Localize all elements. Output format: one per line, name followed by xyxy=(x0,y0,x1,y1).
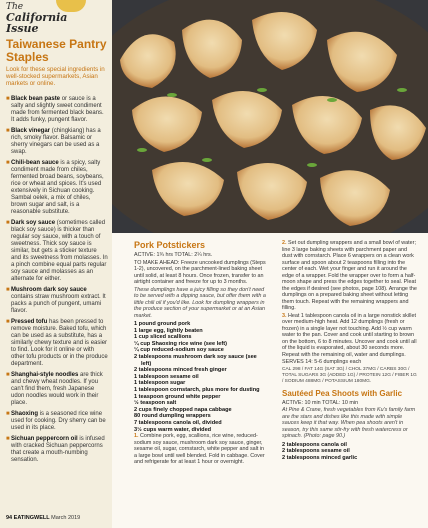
bullet-icon: ■ xyxy=(6,128,10,134)
pantry-item-desc: (chingkiang) has a rich, smoky flavor. Balsamic or sherry vinegars can be used as a swap. xyxy=(11,128,101,155)
ingredient-item: 80 round dumpling wrappers xyxy=(134,413,211,420)
pantry-item-desc: is a seasoned rice wine used for cooking. Dry sherry can be used in its place. xyxy=(11,411,106,431)
bullet-icon: ■ xyxy=(6,372,10,378)
recipe2-active: ACTIVE: 10 min TOTAL: 10 min xyxy=(282,399,359,406)
brand-name-line2: Issue xyxy=(6,22,39,35)
page-number: 94 xyxy=(6,515,13,521)
recipe-step xyxy=(282,240,418,312)
ingredient-item: 2 tablespoons minced fresh ginger xyxy=(134,367,227,374)
pantry-item-name: Black vinegar xyxy=(11,128,51,134)
pantry-item-desc: is infused with cracked Sichuan peppercorns that create a mouth-numbing sensation. xyxy=(11,436,105,463)
pantry-item-desc: (sometimes called black soy sauce) is thicker than regular soy sauce, with a touch of sweetness. Thick soy sauce is similar, but gets a sticker texture and its sweetness from molasses. In a pinch combine equal parts regular soy sauce and molasses as an alternate for either. xyxy=(11,220,108,282)
sidebar xyxy=(0,0,112,528)
step-text: Set out dumpling wrappers and a small bowl of water; line 3 large baking sheets with parchment paper and dust with cornstarch. Place 6 wrappers on a clean work surface and spoon about 2 teaspoons filling into the center of each. Wet your finger and run it around the edge of a wrapper. Fold the wrapper over to form a half-moon shape and press the edges together to seal. Pleat the edges if desired (see photos, page 108). Arrange the dumplings on a prepared baking sheet without letting them touch. Repeat with the remaining wrappers and filling. xyxy=(282,240,417,311)
pantry-item-name: Pressed tofu xyxy=(11,319,48,325)
pantry-item xyxy=(6,287,108,315)
issue-date: March 2019 xyxy=(51,515,81,521)
page-footer xyxy=(6,515,80,521)
bullet-icon: ■ xyxy=(6,96,10,102)
recipe-column-2 xyxy=(282,240,418,461)
ingredient-item: ½ teaspoon salt xyxy=(134,400,177,407)
ingredient-item: 2 tablespoons canola oil xyxy=(282,441,347,448)
pantry-item-desc: is a spicy, salty condiment made from chiles, fermented broad beans, soybeans, rice or wheat and spices. It's used extensively in Sichuan cooking. Sambal oelek, a mix of chiles, brown sugar and salt, is a reasonable substitute. xyxy=(11,160,104,215)
ingredient-item: 1 tablespoon cornstarch, plus more for dusting xyxy=(134,386,260,393)
ingredient-item: ¼ cup reduced-sodium soy sauce xyxy=(134,347,224,354)
bullet-icon: ■ xyxy=(6,287,10,293)
pantry-item xyxy=(6,220,108,283)
ingredient-item: 1 pound ground pork xyxy=(134,321,191,327)
pantry-item-desc: has been pressed to remove moisture. Baked tofu, which can be used as a substitute, has a similarly chewy texture and is easier to find. Look for it online or with other tofu products or in the produce department. xyxy=(11,319,108,367)
bullet-icon: ■ xyxy=(6,160,10,166)
pantry-list xyxy=(6,96,108,468)
pantry-item-name: Mushroom dark soy sauce xyxy=(11,287,87,293)
pantry-item-desc: are thick and chewy wheat noodles. If you can't find them, fresh Japanese udon noodles would work in their place. xyxy=(11,372,103,406)
step-text: Heat 1 tablespoon canola oil in a large nonstick skillet over medium-high heat. Add 12 dumplings (fresh or frozen) in a single layer not touching. Add ½ cup warm water to the pan. Cover and cook until starting to brown on the bottom, 6 to 8 minutes. Uncover and cook until all of the liquid is evaporated, about 30 seconds more. Repeat with the remaining oil, water and dumplings. xyxy=(282,312,417,358)
pantry-item xyxy=(6,160,108,216)
step-number: 3. xyxy=(282,312,287,319)
pantry-item-name: Shaoxing xyxy=(11,411,39,417)
pantry-item xyxy=(6,128,108,156)
pantry-item-desc: or sauce is a salty and slightly sweet condiment made from fermented black beans. It adds funky, pungent flavor. xyxy=(11,96,104,123)
recipe-step xyxy=(134,433,267,466)
pantry-item-name: Black bean paste xyxy=(11,96,61,102)
step-number: 2. xyxy=(282,240,287,246)
ingredient-item: 2 tablespoons mushroom dark soy sauce (see left) xyxy=(134,353,257,367)
brand-name-line1: California xyxy=(6,11,68,24)
bullet-icon: ■ xyxy=(6,411,10,417)
recipe2-note: At Pine & Crane, fresh vegetables from Ku's family farm are the stars and dishes like this made with simple sauces keep it that way. When pea shoots aren't in season, try this same stir-fry with fresh watercress or spinach. (Photo: page 90.) xyxy=(282,407,416,439)
pantry-item-name: Shanghai-style noodles xyxy=(11,372,79,378)
bullet-icon: ■ xyxy=(6,319,10,325)
pantry-item-name: Sichuan peppercorn oil xyxy=(11,436,78,442)
recipe-column-1 xyxy=(134,240,267,467)
recipe1-serves: SERVES 14: 5-6 dumplings each xyxy=(282,359,362,365)
ingredient-item: 1 teaspoon ground white pepper xyxy=(134,393,221,400)
ingredient-item: 1 tablespoon sesame oil xyxy=(134,373,199,380)
recipe1-ingredients xyxy=(134,321,267,433)
recipe-step xyxy=(282,313,418,359)
recipe1-note: These dumplings have a juicy filling so they don't need to be served with a dipping sauce, but offer them with a little chili oil if you'd like. Look for dumpling wrappers in the produce section of your supermarket or at an Asian market. xyxy=(134,286,266,319)
recipe1-nutrition: CAL 298 / FAT 14G (SAT 3G) / CHOL 37MG / CARBS 30G / TOTAL SUGARS 3G (ADDED 1G) / PROTEIN 12G / FIBER 1G / SODIUM 488MG / POTASSIUM 180MG. xyxy=(282,366,417,384)
pantry-item-desc: contains straw mushroom extract. It packs a punch of pungent, umami flavor. xyxy=(11,294,106,314)
ingredient-item: 2 cups finely chopped napa cabbage xyxy=(134,406,232,413)
recipe1-steps-col2 xyxy=(282,240,418,358)
sidebar-intro: Look for these special ingredients in well-stocked supermarkets, Asian markets or online. xyxy=(6,66,105,88)
ingredient-item: 2 tablespoons minced garlic xyxy=(282,454,358,461)
recipe1-steps-col1 xyxy=(134,433,267,466)
step-text: Combine pork, egg, scallions, rice wine, reduced-sodium soy sauce, mushroom dark soy sauce, ginger, sesame oil, sugar, cornstarch, white pepper and salt in a large bowl until well blended. Fold in cabbage. Cover and refrigerate for at least 1 hour or overnight. xyxy=(134,433,265,466)
ingredient-item: 1 cup sliced scallions xyxy=(134,334,192,341)
magazine-name: EATINGWELL xyxy=(13,515,50,521)
ingredient-item: 1 large egg, lightly beaten xyxy=(134,327,203,334)
ingredient-item: 7 tablespoons canola oil, divided xyxy=(134,419,222,426)
brand-the: The xyxy=(6,2,24,12)
recipe2-ingredients xyxy=(282,442,418,462)
dumplings-photo xyxy=(112,0,428,233)
recipe-content xyxy=(134,240,418,510)
recipe1-make-ahead: TO MAKE AHEAD: Freeze uncooked dumplings (Steps 1-2), uncovered, on the parchment-lined baking sheet until solid, at least 8 hours. Once frozen, transfer to an airtight container and freeze for up to 3 months. xyxy=(134,259,266,285)
sidebar-title: Taiwanese Pantry Staples xyxy=(6,37,107,64)
pantry-item xyxy=(6,96,108,124)
bullet-icon: ■ xyxy=(6,436,10,442)
ingredient-item: 1 tablespoon sugar xyxy=(134,380,186,387)
bullet-icon: ■ xyxy=(6,220,10,226)
pantry-item xyxy=(6,319,108,368)
pantry-item-name: Chili-bean sauce xyxy=(11,160,59,166)
recipe1-active: ACTIVE: 1¾ hrs TOTAL: 2¼ hrs. xyxy=(134,252,213,258)
pantry-item xyxy=(6,436,108,464)
pantry-item xyxy=(6,411,108,432)
pantry-item xyxy=(6,372,108,407)
ingredient-item: 2 tablespoons sesame oil xyxy=(282,448,350,455)
ingredient-item: 3½ cups warm water, divided xyxy=(134,426,212,433)
recipe2-title: Sautéed Pea Shoots with Garlic xyxy=(282,388,403,398)
ingredient-item: ¼ cup Shaoxing rice wine (see left) xyxy=(134,340,227,347)
step-number: 1. xyxy=(134,433,139,440)
pantry-item-name: Dark soy sauce xyxy=(11,220,56,226)
recipe1-title: Pork Potstickers xyxy=(134,240,206,250)
issue-brand xyxy=(6,2,86,34)
